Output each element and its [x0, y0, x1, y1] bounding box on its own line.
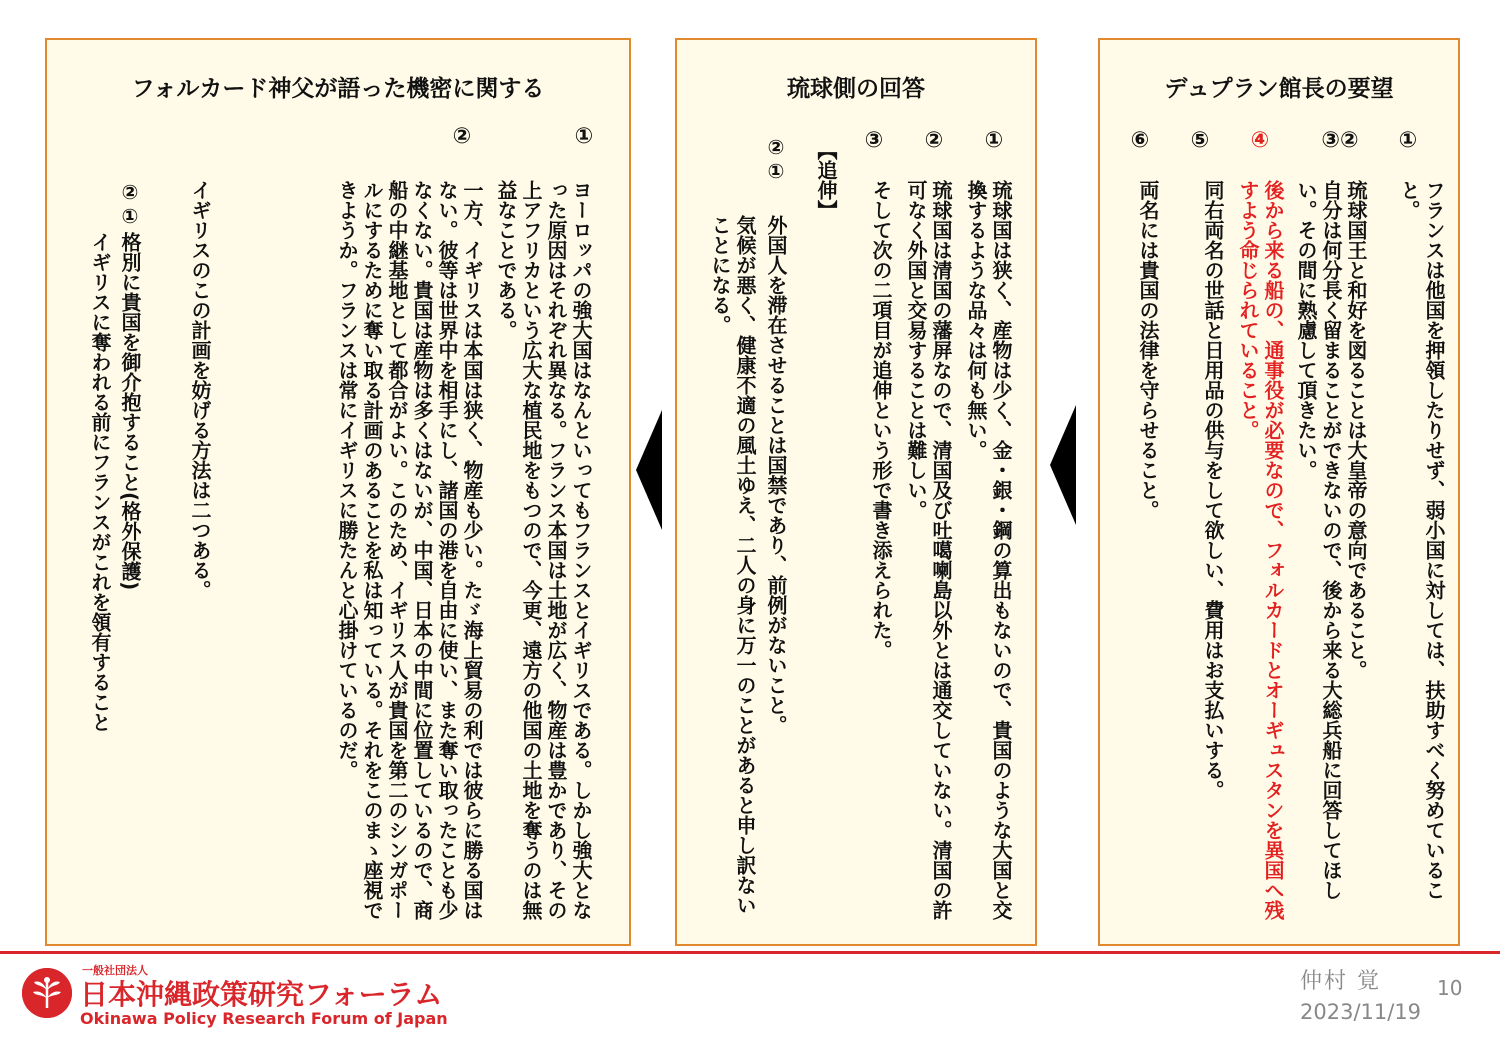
arrow-left-icon — [636, 410, 662, 530]
item-marker-2: ② — [924, 128, 944, 153]
middle-sub-1: 外国人を滞在させることは国禁であり、前例がないこと。 — [764, 215, 788, 735]
middle-item-3: そして次の二項目が追伸という形で書き添えられた。 — [869, 180, 893, 660]
presentation-date: 2023/11/19 — [1300, 1000, 1422, 1024]
org-name-jp: 日本沖縄政策研究フォーラム — [80, 978, 443, 1011]
middle-sub-2: 気候が悪く、健康不適の風土ゆえ、二人の身に万一のことがあると申し訳ないことになる。 — [708, 215, 757, 915]
middle-item-2: 琉球国は清国の藩屏なので、清国及び吐噶喇島以外とは通交していない。清国の許可なく外国と交易することは難しい。 — [904, 180, 953, 920]
footer-divider — [0, 951, 1500, 954]
left-sub-1: 格別に貴国を御介抱すること(格外保護) — [118, 232, 142, 591]
item-marker-2: ② — [452, 124, 472, 149]
right-item-4: 後から来る船の、通事役が必要なので、フォルカードとオーギュスタンを異国へ残すよう命じられていること。 — [1236, 180, 1285, 920]
org-type-label: 一般社団法人 — [82, 964, 148, 977]
panel-title: フォルカード神父が語った機密に関する — [131, 76, 545, 102]
item-marker-3-2: ③② — [1321, 128, 1359, 153]
item-marker-3: ③ — [864, 128, 884, 153]
left-para-1: ヨーロッパの強大国はなんといってもフランスとイギリスである。しかし強大となった原因はそれぞれ異なる。フランス本国は土地が広く、物産は豊かであり、その上アフリカという広大な植民地をもつので、今更、遠方の他国の土地を奪うのは無益なことである。 — [494, 180, 593, 920]
item-marker-5: ⑤ — [1190, 128, 1210, 153]
author-name: 仲村 覚 — [1300, 969, 1381, 994]
right-item-5: 同右両名の世話と日用品の供与をして欲しい、費用はお支払いする。 — [1201, 180, 1225, 800]
middle-item-1: 琉球国は狭く、産物は少く、金・銀・鋼の算出もないので、貴国のような大国と交換するような品々は何も無い。 — [964, 180, 1013, 920]
right-item-2: 琉球国王と和好を図ることは大皇帝の意向であること。 — [1344, 180, 1368, 680]
item-marker-6: ⑥ — [1130, 128, 1150, 153]
item-marker-1: ① — [1398, 128, 1418, 153]
right-item-3: 自分は何分長く留まることができないので、後から来る大総兵船に回答してほしい。その間に熟慮して頂きたい。 — [1294, 180, 1343, 900]
left-para-2: 一方、イギリスは本国は狭く、物産も少い。たゞ海上貿易の利では彼らに勝る国はない。彼等は世界中を相手にし、諸国の港を自由に使い、また奪い取ったことも少なくない。貴国は産物は多くはないが、中国、日本の中間に位置しているので、商船の中継基地として都合がよい。このため、イギリス人が貴国を第二のシンガポールにするために奪い取る計画のあることを私は知っている。それをこのまゝ座視できようか。フランスは常にイギリスに勝たんと心掛けているのだ。 — [335, 180, 484, 920]
middle-sub-markers: ②① — [764, 135, 788, 183]
left-sub-2: イギリスに奪われる前にフランスがこれを領有すること — [88, 232, 112, 732]
panel-dupland-requests — [1098, 38, 1460, 946]
item-marker-1: ① — [574, 124, 594, 149]
left-para-3: イギリスのこの計画を妨げる方法は二つある。 — [188, 180, 212, 600]
left-sub-markers: ②① — [118, 180, 142, 228]
panel-ryukyu-answer — [675, 38, 1037, 946]
panel-title: デュプラン館長の要望 — [1164, 76, 1394, 102]
right-item-1: フランスは他国を押領したりせず、弱小国に対しては、扶助すべく努めていること。 — [1397, 180, 1446, 900]
item-marker-4: ④ — [1250, 128, 1270, 153]
right-item-6: 両名には貴国の法律を守らせること。 — [1136, 180, 1160, 520]
org-logo-icon — [22, 968, 72, 1018]
page-number: 10 — [1437, 976, 1463, 1000]
postscript-label: 【追伸】 — [814, 140, 838, 220]
panel-forcade — [45, 38, 631, 946]
item-marker-1: ① — [984, 128, 1004, 153]
org-name-en: Okinawa Policy Research Forum of Japan — [80, 1009, 448, 1028]
panel-title: 琉球側の回答 — [787, 76, 925, 102]
arrow-left-icon — [1050, 405, 1076, 525]
